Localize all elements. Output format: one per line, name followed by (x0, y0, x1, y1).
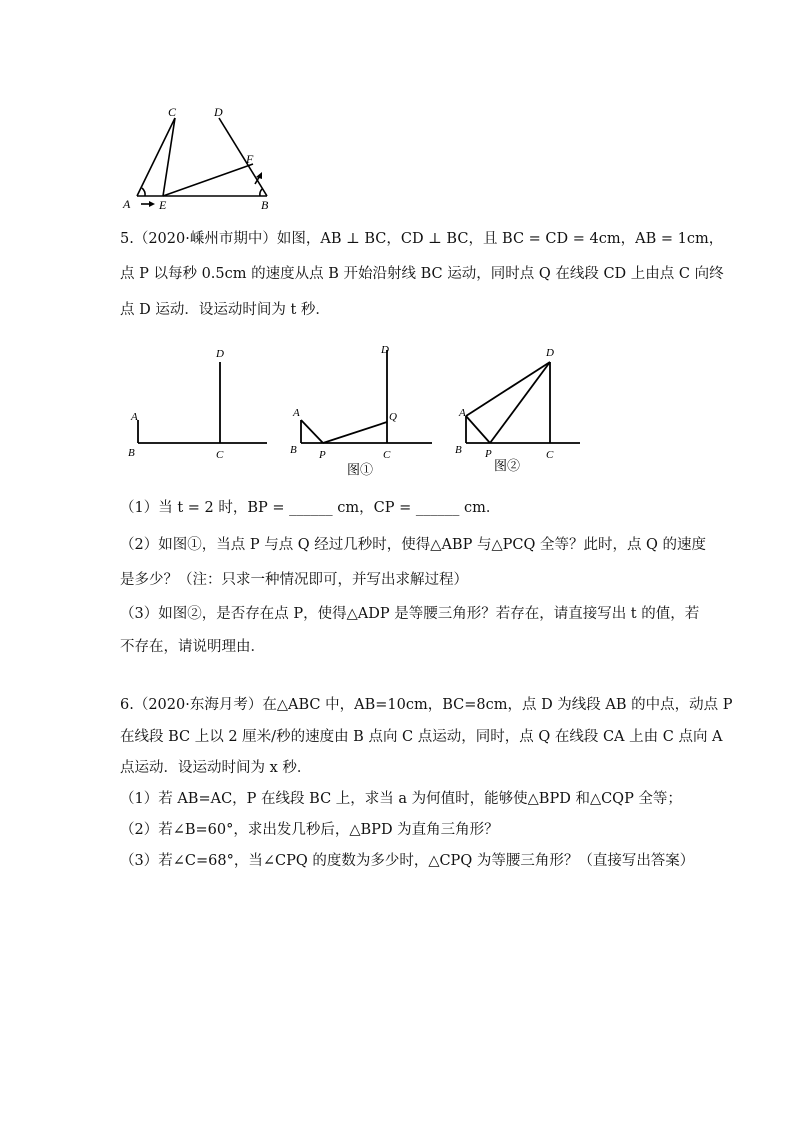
figure-q4 (115, 100, 290, 215)
q5-line-1: 5.（2020·嵊州市期中）如图，AB ⊥ BC，CD ⊥ BC，且 BC = CD = 4cm，AB = 1cm， (120, 231, 724, 247)
q5-fig2-A: A (459, 407, 466, 419)
q5-fig1-Q: Q (389, 411, 397, 423)
q6-sub-2: （2）若∠B=60°，求出发几秒后，△BPD 为直角三角形？ (120, 822, 499, 838)
q5-sub-2b: 是多少？（注：只求一种情况即可，并写出求解过程） (120, 572, 468, 588)
q5-line-2: 点 P 以每秒 0.5cm 的速度从点 B 开始沿射线 BC 运动，同时点 Q 在线段 CD 上由点 C 向终 (120, 266, 724, 282)
q6-line-3: 点运动．设运动时间为 x 秒． (120, 760, 312, 776)
q5-fig2-caption: 图② (494, 458, 521, 473)
q6-sub-1: （1）若 AB=AC，P 在线段 BC 上，求当 a 为何值时，能够使△BPD 和△CQP 全等； (120, 791, 682, 807)
label-A: A (123, 197, 131, 211)
q5-fig2-B: B (455, 444, 462, 456)
q5-fig2-C: C (546, 449, 554, 461)
q5-fig-base-A: A (131, 411, 138, 423)
q5-sub-1: （1）当 t = 2 时，BP = ______ cm，CP = ______ cm． (120, 500, 501, 516)
q5-line-3: 点 D 运动．设运动时间为 t 秒． (120, 302, 330, 318)
q5-fig-base-C: C (216, 449, 224, 461)
q6-sub-3: （3）若∠C=68°，当∠CPQ 的度数为多少时，△CPQ 为等腰三角形？（直接写出答案） (120, 853, 695, 869)
q5-sub-3a: （3）如图②，是否存在点 P，使得△ADP 是等腰三角形？若存在，请直接写出 t 的值，若 (120, 606, 700, 622)
label-E: E (159, 198, 167, 212)
q5-sub-2a: （2）如图①，当点 P 与点 Q 经过几秒时，使得△ABP 与△PCQ 全等？此时，点 Q 的速度 (120, 537, 707, 553)
q5-fig1-A: A (293, 407, 300, 419)
q5-fig1-B: B (290, 444, 297, 456)
label-C: C (168, 105, 177, 119)
figure-q5-2 (452, 340, 592, 480)
q5-fig1-caption: 图① (347, 462, 374, 477)
label-D: D (214, 105, 223, 119)
figure-q5-1 (285, 340, 435, 480)
q6-line-2: 在线段 BC 上以 2 厘米/秒的速度由 B 点向 C 点运动，同时，点 Q 在线段 CA 上由 C 点向 A (120, 729, 723, 745)
q5-fig1-D: D (381, 344, 389, 356)
q6-line-1: 6.（2020·东海月考）在△ABC 中，AB=10cm，BC=8cm，点 D 为线段 AB 的中点，动点 P (120, 697, 733, 713)
q5-fig2-D: D (546, 347, 554, 359)
q5-fig-base-D: D (216, 348, 224, 360)
q5-fig1-P: P (319, 449, 326, 461)
label-F: F (246, 152, 254, 166)
figure-q5-base (122, 340, 272, 465)
q5-fig1-C: C (383, 449, 391, 461)
q5-fig2-P: P (485, 448, 492, 460)
label-B: B (261, 198, 269, 212)
q5-fig-base-B: B (128, 447, 135, 459)
q5-sub-3b: 不存在，请说明理由． (120, 639, 265, 655)
